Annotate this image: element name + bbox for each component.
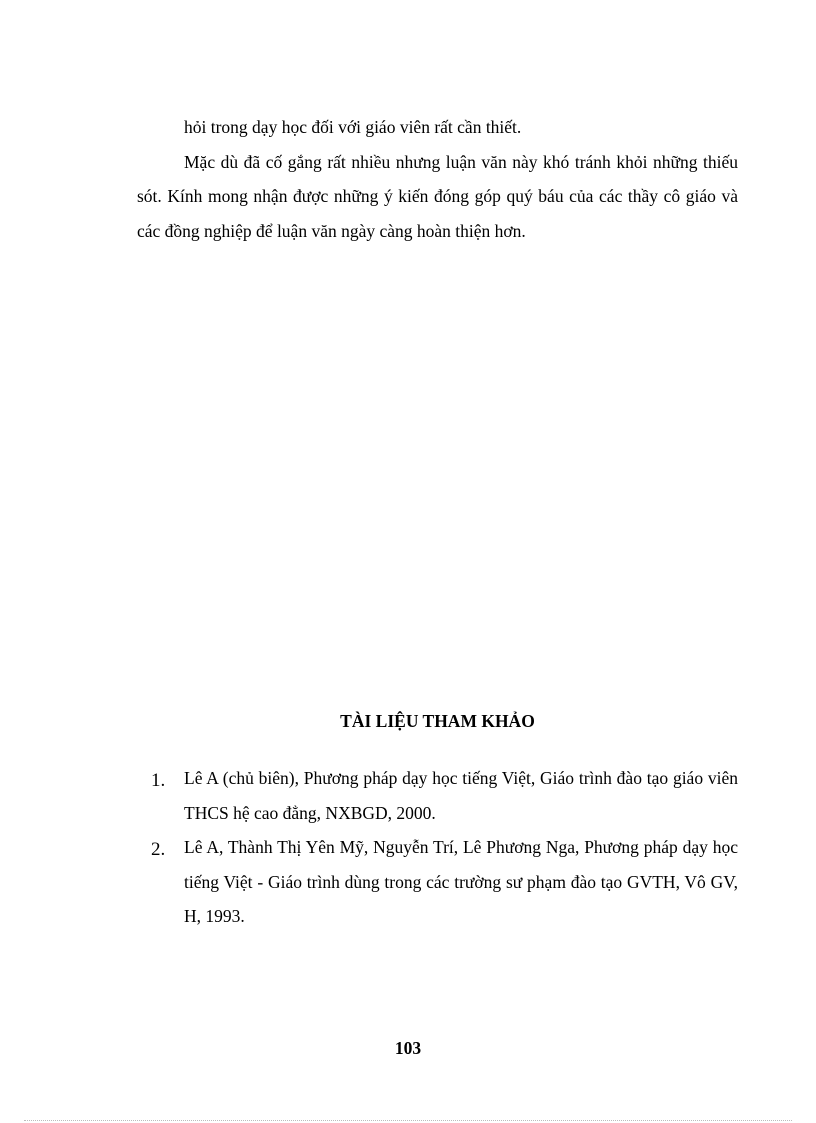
footer-divider	[24, 1120, 792, 1121]
paragraph-acknowledgement: Mặc dù đã cố gắng rất nhiều nhưng luận văn này khó tránh khỏi những thiếu sót. Kính mong nhận được những ý kiến đóng góp quý báu của các thầy cô giáo và các đồng nghiệp để luận văn ngày càng hoàn thiện hơn.	[137, 151, 738, 241]
reference-text: Lê A (chủ biên), Phương pháp dạy học tiếng Việt, Giáo trình đào tạo giáo viên THCS hệ cao đẳng, NXBGD, 2000.	[184, 768, 738, 823]
reference-item	[137, 830, 738, 934]
page-number: 103	[394, 1038, 422, 1058]
references-heading: TÀI LIỆU THAM KHẢO	[340, 711, 535, 731]
paragraph-continuation: hỏi trong dạy học đối với giáo viên rất cần thiết.	[184, 117, 522, 137]
reference-number: 2.	[151, 839, 166, 860]
reference-number: 1.	[151, 770, 166, 791]
reference-list	[137, 761, 738, 934]
reference-text: Lê A, Thành Thị Yên Mỹ, Nguyễn Trí, Lê Phương Nga, Phương pháp dạy học tiếng Việt - Giáo trình dùng trong các trường sư phạm đào tạo GVTH, Vô GV, H, 1993.	[184, 837, 738, 926]
body-text	[137, 110, 738, 248]
reference-item	[137, 761, 738, 830]
